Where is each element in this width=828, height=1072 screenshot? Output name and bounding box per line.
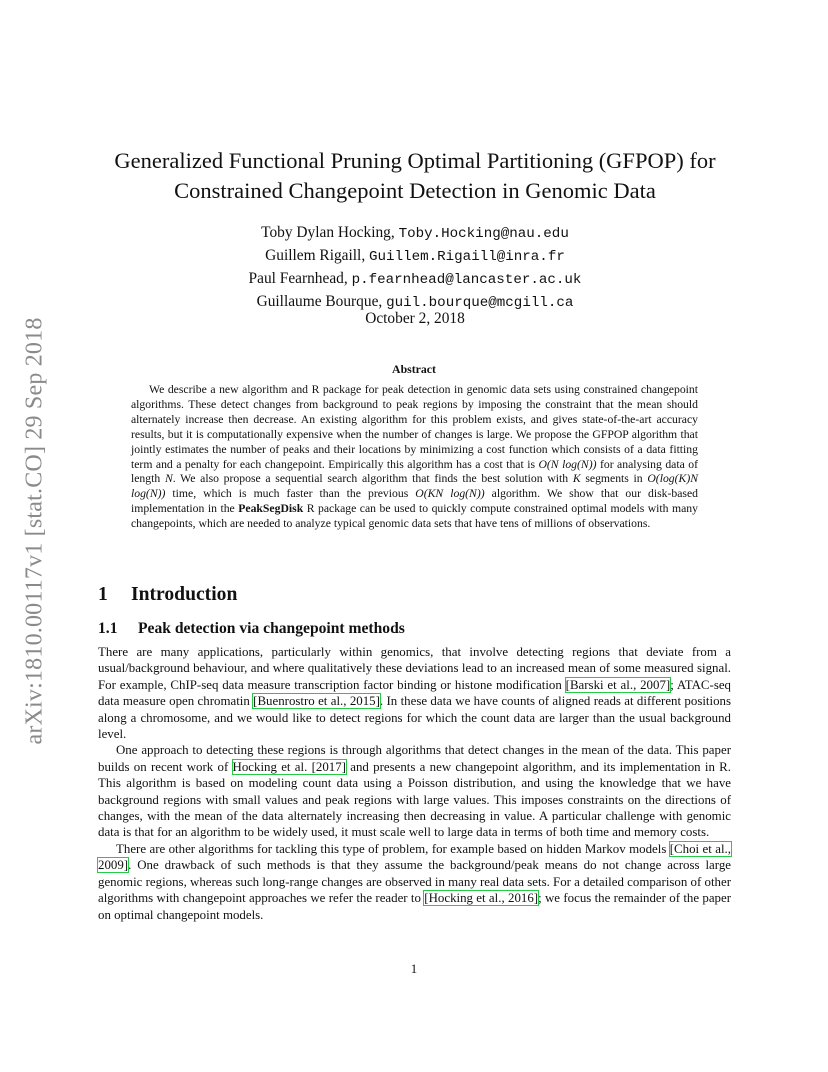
author-email: p.fearnhead@lancaster.ac.uk bbox=[351, 272, 582, 288]
paper-date: October 2, 2018 bbox=[365, 310, 465, 327]
arxiv-identifier: arXiv:1810.00117v1 [stat.CO] 29 Sep 2018 bbox=[21, 317, 48, 745]
math-expression: O(N log(N)) bbox=[538, 457, 597, 471]
body-paragraph bbox=[98, 644, 731, 742]
body-text bbox=[98, 644, 731, 923]
body-paragraph bbox=[98, 742, 731, 840]
abstract-text: algorithm. We show that our disk-based implementation in the bbox=[131, 487, 699, 516]
math-expression: O(KN log(N)) bbox=[415, 487, 485, 501]
author-email: Toby.Hocking@nau.edu bbox=[398, 226, 569, 242]
abstract-body bbox=[131, 383, 698, 532]
abstract-text: . We also propose a sequential search algorithm that finds the best solution with bbox=[172, 472, 573, 486]
body-text-run: There are other algorithms for tackling this type of problem, for example based on hidden Markov models bbox=[116, 841, 670, 856]
author-row bbox=[150, 222, 680, 245]
math-expression: O(log(K)N log(N)) bbox=[131, 472, 699, 501]
arxiv-sidebar bbox=[20, 286, 50, 776]
abstract-paragraph bbox=[131, 383, 698, 532]
math-expression: K bbox=[572, 472, 581, 486]
title-line-1: Generalized Functional Pruning Optimal Partitioning (GFPOP) for bbox=[114, 148, 716, 173]
citation-link[interactable]: [Barski et al., 2007] bbox=[565, 677, 671, 692]
author-name: Guillaume Bourque, bbox=[256, 293, 387, 310]
body-paragraph bbox=[98, 841, 731, 923]
citation-link[interactable]: [Choi et al., 2009] bbox=[98, 841, 732, 873]
author-list bbox=[150, 222, 680, 314]
abstract-heading: Abstract bbox=[392, 362, 436, 376]
subsection-title: Peak detection via changepoint methods bbox=[138, 620, 405, 637]
author-email: guil.bourque@mcgill.ca bbox=[386, 295, 574, 311]
section-heading bbox=[98, 584, 237, 606]
author-row bbox=[150, 268, 680, 291]
page-number: 1 bbox=[410, 962, 418, 976]
body-text-run: ; we focus the remainder of the paper on optimal changepoint models. bbox=[98, 891, 732, 922]
author-row bbox=[150, 245, 680, 268]
citation-link[interactable]: Hocking et al. [2017] bbox=[232, 759, 346, 774]
title-line-2: Constrained Changepoint Detection in Genomic Data bbox=[174, 178, 656, 203]
body-text-run: One approach to detecting these regions is through algorithms that detect changes in the mean of the data. This paper builds on recent work of bbox=[98, 743, 731, 774]
author-name: Guillem Rigaill, bbox=[265, 247, 370, 264]
body-text-run: There are many applications, particularly within genomics, that involve detecting regions that deviate from a usual/background behaviour, and where qualitatively these deviations lead to an increased mean of some measured signal. For example, ChIP-seq data measure transcription factor binding or histone modification bbox=[98, 645, 731, 692]
citation-link[interactable]: [Hocking et al., 2016] bbox=[424, 891, 539, 906]
abstract-text: segments in bbox=[580, 472, 648, 486]
author-name: Paul Fearnhead, bbox=[248, 270, 352, 287]
body-text-run: and presents a new changepoint algorithm, and its implementation in R. This algorithm is based on modeling count data using a Poisson distribution, and using the knowledge that we have background regions with small values and peak regions with large values. This imposes constraints on the directions of changes, with the mean of the data alternately increasing then decreasing in value. A particular challenge with genomic data is that for an algorithm to be widely used, it must scale well to large data in terms of both time and memory costs. bbox=[98, 759, 731, 840]
body-text-run: . In these data we have counts of aligned reads at different positions along a chromosome, and we would like to detect regions for which the count data are larger than the usual background level. bbox=[98, 694, 731, 742]
math-expression: N bbox=[164, 472, 173, 486]
section-title: Introduction bbox=[131, 584, 238, 605]
subsection-heading bbox=[98, 620, 405, 638]
author-email: Guillem.Rigaill@inra.fr bbox=[369, 249, 565, 265]
body-text-run: ; ATAC-seq data measure open chromatin bbox=[98, 677, 731, 709]
abstract-text: time, which is much faster than the previous bbox=[165, 487, 416, 501]
package-name: PeakSegDisk bbox=[238, 502, 304, 516]
abstract-text: R package can be used to quickly compute constrained optimal models with many changepoints, which are needed to analyze typical genomic data sets that have tens of millions of observations. bbox=[131, 502, 698, 531]
body-text-run: . One drawback of such methods is that they assume the background/peak means do not change across large genomic regions, whereas such long-range changes are observed in many real data sets. For a detailed comparison of other algorithms with changepoint approaches we refer the reader to bbox=[98, 858, 731, 906]
subsection-number: 1.1 bbox=[98, 620, 118, 637]
citation-link[interactable]: [Buenrostro et al., 2015] bbox=[253, 694, 380, 709]
paper-title bbox=[90, 146, 740, 206]
abstract-text: for analysing data of length bbox=[131, 457, 698, 486]
section-number: 1 bbox=[98, 584, 108, 605]
author-name: Toby Dylan Hocking, bbox=[261, 224, 399, 241]
abstract-text: We describe a new algorithm and R package for peak detection in genomic data sets using constrained changepoint algorithms. These detect changes from background to peak regions by imposing the constraint that the mean should alternately increase then decrease. An existing algorithm for this problem exists, and gives state-of-the-art accuracy results, but it is computationally expensive when the number of changes is large. We propose the GFPOP algorithm that jointly estimates the number of peaks and their locations by minimizing a cost function which consists of a data fitting term and a penalty for each changepoint. Empirically this algorithm has a cost that is bbox=[131, 383, 698, 471]
